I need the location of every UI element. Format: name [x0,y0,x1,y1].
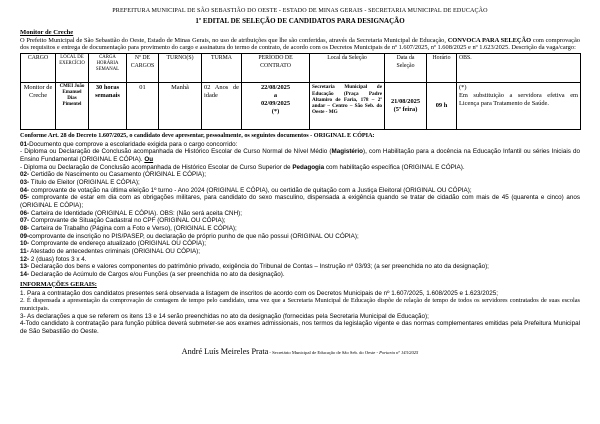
document-list-item: 13- Declaração dos bens e valores componentes do patrimônio privado, exigência do Tribunal de Contas – Instrução nº 03/93; (a ser preenchida no ato da designação); [20,263,489,271]
document-list-item: 11- Atestado de antecedentes criminais (ORIGINAL OU CÓPIA); [20,247,201,255]
table-row [21,82,581,129]
signature-name: André Luís Meireles Prata [181,346,269,356]
cell-horario: 09 h [427,82,457,129]
intro-paragraph: O Prefeito Municipal de São Sebastião do Oeste, Estado de Minas Gerais, no uso de atribuições que lhe são conferidas, através da Secretaria Municipal de Educação, CONVOCA PARA SELEÇÃO com comprovação dos requisitos e entrega de documentação para provimento do cargo e assinatura do termo de contrato, de acordo com os Decretos Municipais de nº 1.607/2025, nº 1.608/2025 e nº 1.623/2025. Descrição da vaga/cargo: [20,36,581,52]
col-header-cargo: CARGO [21,53,56,82]
col-header-local-exercicio: LOCAL DE EXERCÍCIO [56,53,89,82]
col-header-local-selecao: Local da Seleção [310,53,385,82]
cell-periodo: 22/08/2025 a 02/09/2025 (*) [242,82,310,129]
documents-heading: Conforme Art. 28 do Decreto 1.607/2025, o candidato deve apresentar, pessoalmente, os seguintes documentos - ORIGINAL E CÓPIA: [20,131,375,139]
document-list-item: 10- Comprovante de endereço atualizado (ORIGINAL OU CÓPIA); [20,240,206,248]
table-header-row [21,53,581,82]
general-info-item: 4-Todo candidato à contratação para função pública deverá submeter-se aos exames admissionais, nos termos da legislação vigente e das normas complementares emitidas pela Prefeitura Municipal de São Sebastião do Oeste. [20,320,580,335]
signature-separator: - [268,349,273,355]
cell-local-selecao: Secretaria Municipal de Educação (Praça Padre Altamiro de Faria, 178 – 2º andar – Centro – São Seb. do Oeste - MG [310,82,385,129]
documents-list [20,141,580,279]
document-list-item: 08- Carteira de Trabalho (Página com a Foto e Verso), (ORIGINAL E CÓPIA); [20,224,237,232]
document-list-item: 07- Comprovante de Situação Cadastral no CPF (ORIGINAL OU CÓPIA); [20,217,226,225]
cell-carga-horaria: 30 horas semanais [89,82,127,129]
cell-turma: 02 Anos de idade [202,82,242,129]
signature-line [20,341,580,359]
col-header-turma: TURMA [202,53,242,82]
signature-portaria: Portaria nº 143/2025 [379,349,419,355]
cell-n-cargos: 01 [127,82,159,129]
cell-data-selecao: 21/08/2025 (5ª feira) [385,82,427,129]
document-list-item: 14- Declaração de Acúmulo de Cargos e/ou Funções (a ser preenchida no ato da designação). [20,270,285,278]
document-header-line1: PREFEITURA MUNICIPAL DE SÃO SEBASTIÃO DO OESTE - ESTADO DE MINAS GERAIS - SECRETARIA MUNICIPAL DE EDUCAÇÃO [112,8,488,14]
document-list-item: 06- Carteira de Identidade (ORIGINAL E CÓPIA). OBS: (Não será aceita CNH); [20,209,242,217]
document-list-item: 02- Certidão de Nascimento ou Casamento (ORIGINAL E CÓPIA); [20,171,206,179]
document-list-item: 05- comprovante de estar em dia com as obrigações militares, para candidato do sexo masculino, dispensada a exigência quando se tratar de cidadão com mais de 45 (quarenta e cinco) anos (ORIGINAL E CÓPIA); [20,194,580,209]
col-header-periodo: PERÍODO DE CONTRATO [242,53,310,82]
col-header-carga-horaria: CARGA HORÁRIA SEMANAL [89,53,127,82]
col-header-n-cargos: Nº DE CARGOS [127,53,159,82]
role-heading: Monitor de Creche [20,28,74,36]
cell-obs: (*) Em substituição a servidora efetiva em Licença para Tratamento de Saúde. [457,82,581,129]
general-info-list [20,290,580,336]
col-header-turnos: TURNO(S) [159,53,202,82]
col-header-obs: OBS. [457,53,581,82]
general-info-item: 2. É dispensada a apresentação da comprovação de contagem de tempo pelo candidato, uma vez que a Secretaria Municipal de Educação dispõe de relação de tempo de todos os servidores contratados de suas escolas municipais. [20,297,580,312]
document-list-item: 12- 2 (duas) fotos 3 x 4. [20,255,87,263]
document-list-item: 03- Título de Eleitor (ORIGINAL E CÓPIA); [20,178,140,186]
general-info-heading: INFORMAÇÕES GERAIS: [20,280,97,288]
col-header-horario: Horário [427,53,457,82]
cell-local-exercicio: CMEI João Emanuel Dias Pimentel [56,82,89,129]
document-list-item: 04- comprovante de votação na última eleição 1º turno - Ano 2024 (ORIGINAL E CÓPIA), ou certidão de quitação com a Justiça Eleitoral (ORIGINAL OU CÓPIA); [20,186,472,194]
general-info-item: 1. Para a contratação dos candidatos presentes será observada a listagem de inscritos de acordo com os Decretos Municipais de nº 1.607/2025, 1.608/2025 e 1.623/2025; [20,289,499,297]
signature-role: Secretário Municipal de Educação de São Seb. do Oeste - [272,349,380,355]
col-header-data-selecao: Data da Seleção [385,53,427,82]
document-list-item: 09-comprovante de inscrição no PIS/PASEP, ou declaração de próprio punho de que não possui (ORIGINAL OU CÓPIA); [20,232,359,240]
document-list-item: - Diploma ou Declaração de Conclusão acompanhada de Histórico Escolar de Curso Superior de Pedagogia com habilitação específica (ORIGINAL E CÓPIA). [20,163,465,171]
vacancy-table [20,53,581,130]
document-list-item: 01-Documento que comprove a escolaridade exigida para o cargo concorrido: [20,140,238,148]
general-info-item: 3- As declarações a que se referem os itens 13 e 14 serão preenchidas no ato da designação (fornecidas pela Secretaria Municipal de Educação); [20,312,429,320]
document-title: 1º EDITAL DE SELEÇÃO DE CANDIDATOS PARA DESIGNAÇÃO [195,16,405,25]
cell-turnos: Manhã [159,82,202,129]
document-list-item: - Diploma ou Declaração de Conclusão acompanhada de Histórico Escolar de Curso Normal de Nível Médio (Magistério), com Habilitação para a docência na Educação Infantil ou séries Iniciais do Ensino Fundamental (ORIGINAL E CÓPIA). Ou [20,148,580,163]
cell-cargo: Monitor de Creche [21,82,56,129]
